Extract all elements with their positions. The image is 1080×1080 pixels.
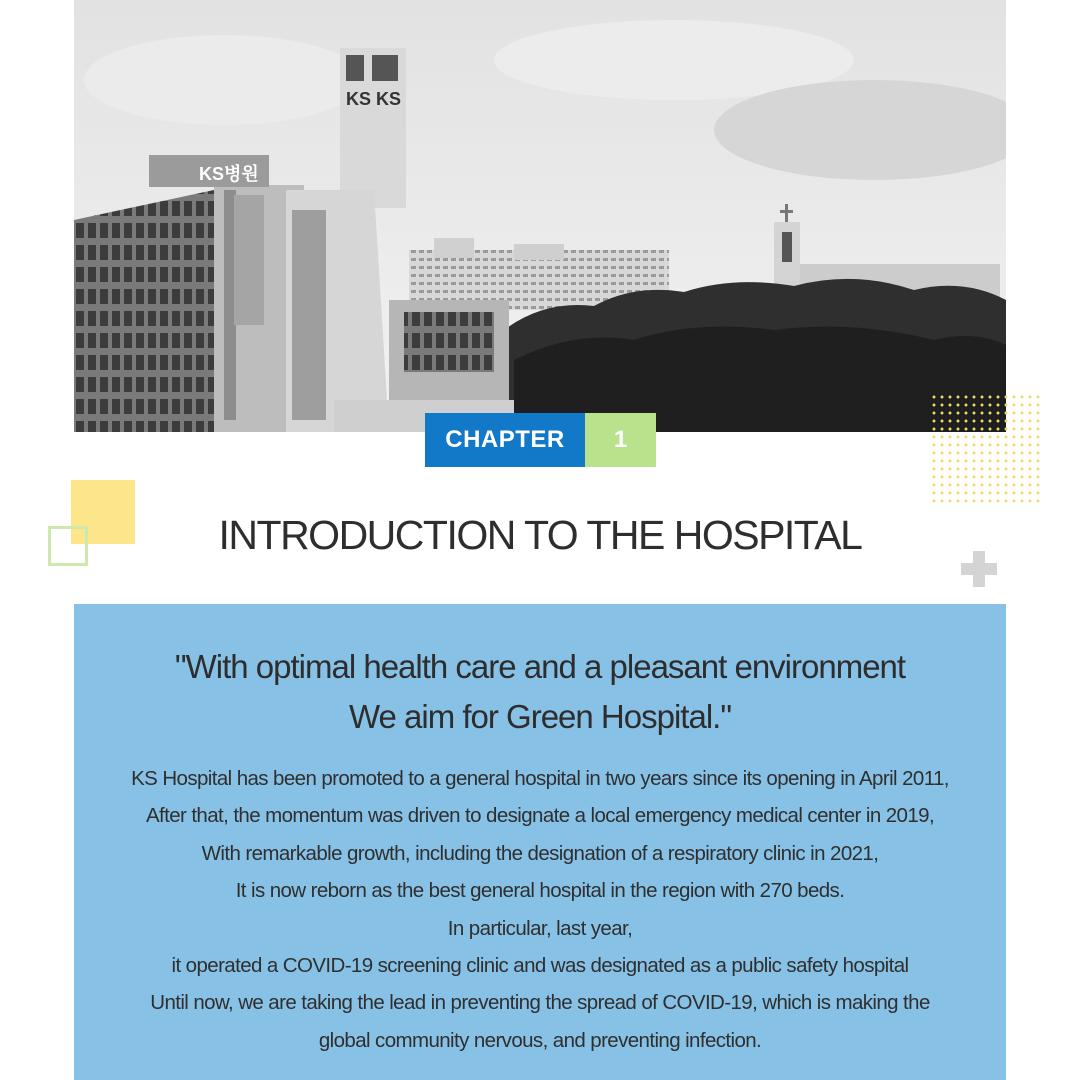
svg-text:KS KS: KS KS	[346, 89, 402, 109]
hospital-illustration	[74, 0, 1006, 432]
body-line: Until now, we are taking the lead in preventing the spread of COVID-19, which is making the	[150, 991, 930, 1015]
chapter-number: 1	[585, 413, 656, 467]
hero-photo	[74, 0, 1006, 432]
body-line: it operated a COVID-19 screening clinic and was designated as a public safety hospital	[171, 954, 909, 978]
intro-paragraph	[0, 760, 1080, 1059]
body-line: It is now reborn as the best general hospital in the region with 270 beds.	[235, 879, 845, 903]
chapter-label: CHAPTER	[425, 413, 585, 467]
body-line: global community nervous, and preventing infection.	[318, 1028, 762, 1052]
body-line: In particular, last year,	[447, 916, 633, 940]
body-line: After that, the momentum was driven to designate a local emergency medical center in 2019,	[145, 804, 935, 828]
svg-text:KS병원: KS병원	[199, 164, 259, 184]
dot-grid-decoration	[930, 393, 1042, 503]
body-line: With remarkable growth, including the designation of a respiratory clinic in 2021,	[201, 841, 879, 865]
chapter-badge	[425, 413, 656, 467]
page-title: INTRODUCTION TO THE HOSPITAL	[218, 512, 862, 558]
quote-line-2: We aim for Green Hospital."	[348, 698, 732, 735]
body-line: KS Hospital has been promoted to a general hospital in two years since its opening in April 2011,	[131, 767, 949, 790]
mission-quote	[0, 642, 1080, 742]
quote-line-1: "With optimal health care and a pleasant environment	[174, 648, 906, 685]
